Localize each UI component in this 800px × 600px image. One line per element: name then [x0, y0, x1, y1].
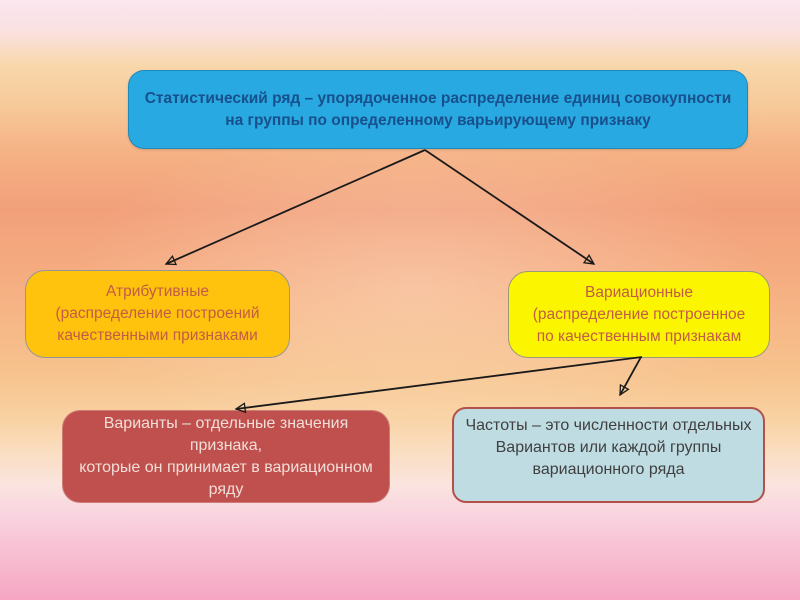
frequencies-box — [452, 407, 765, 503]
frequencies-line-1: Частоты – это численности отдельных — [465, 417, 752, 434]
variational-line-2: (распределение построенное — [532, 305, 746, 323]
frequencies-line-3: вариационного ряда — [532, 461, 685, 478]
attributive-line-2: (распределение построений — [55, 305, 260, 322]
attributive-box — [25, 270, 290, 358]
attributive-line-1: Атрибутивные — [106, 283, 209, 300]
arrow-variational-to-frequencies — [620, 357, 641, 395]
arrow-variational-to-variants — [236, 357, 642, 409]
variational-line-3: по качественным признакам — [536, 327, 742, 345]
variants-line-4: ряду — [208, 480, 244, 498]
variants-line-2: признака, — [189, 436, 263, 454]
variants-line-3: которые он принимает в вариационном — [79, 458, 373, 476]
definition-line-1: Статистический ряд – упорядоченное распределение единиц совокупности — [144, 89, 732, 107]
variants-line-1: Варианты – отдельные значения — [103, 414, 349, 432]
variational-line-1: Вариационные — [585, 283, 693, 301]
arrow-title-to-attributive — [166, 150, 425, 264]
frequencies-line-2: Вариантов или каждой группы — [495, 439, 722, 456]
arrow-title-to-variational — [425, 150, 594, 264]
definition-box — [128, 70, 748, 149]
attributive-line-3: качественными признаками — [57, 327, 258, 344]
variants-box — [62, 410, 390, 503]
variational-box — [508, 271, 770, 358]
definition-line-2: на группы по определенному варьирующему признаку — [225, 111, 651, 129]
